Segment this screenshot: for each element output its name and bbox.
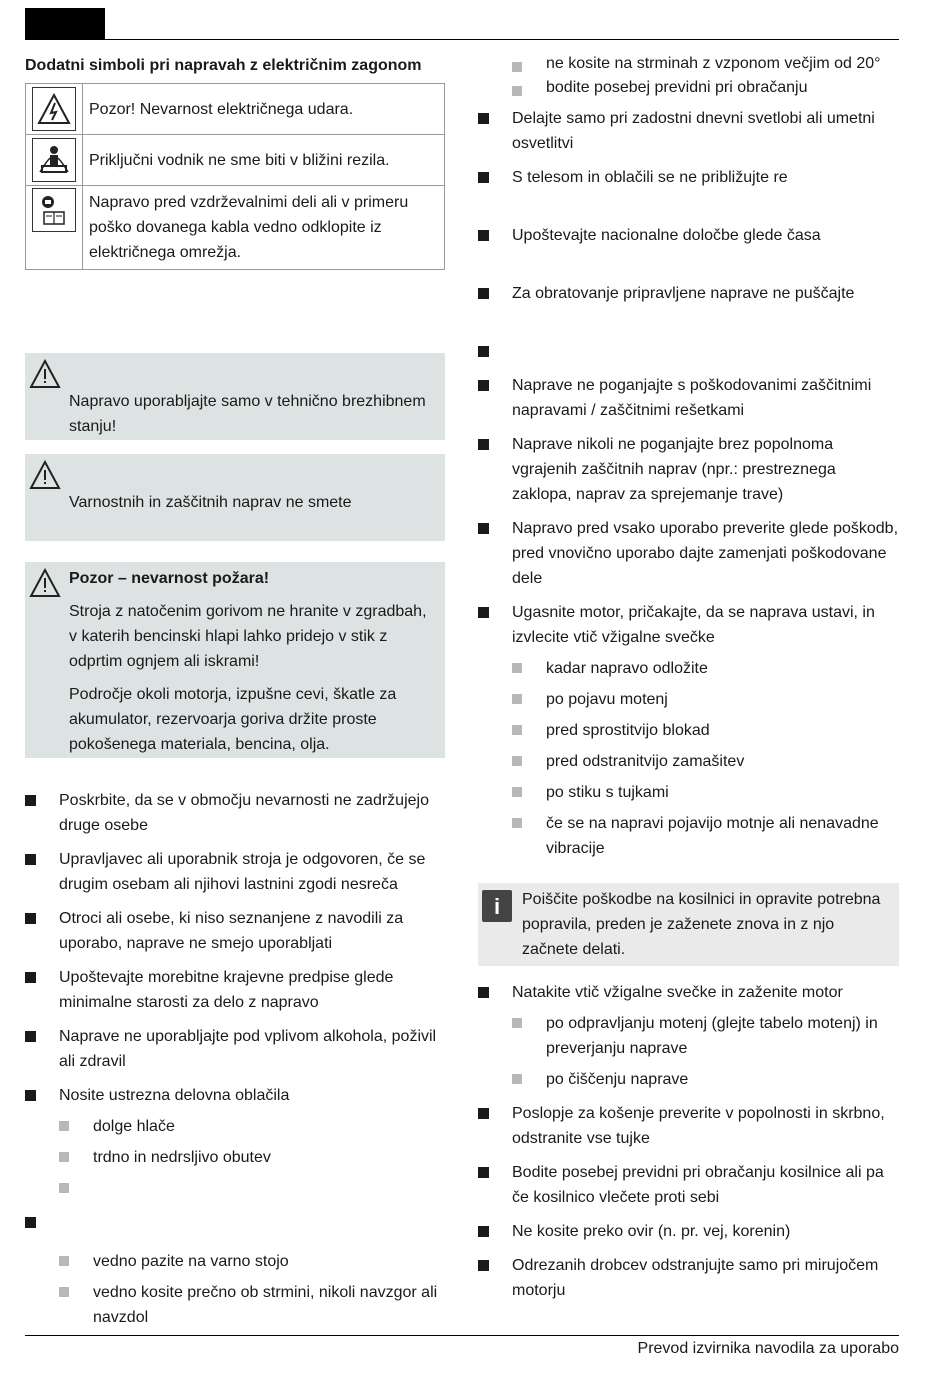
- sub-list: [59, 1249, 445, 1330]
- list-item: Delajte samo pri zadostni dnevni svetlobi ali umetni osvetlitvi: [478, 106, 899, 156]
- symbol-text: Pozor! Nevarnost električnega udara.: [83, 84, 445, 135]
- sub-list-item: vedno kosite prečno ob strmini, nikoli navzgor ali navzdol: [59, 1280, 445, 1330]
- sub-list-item: [59, 1176, 445, 1201]
- cable-blade-warning-icon: [32, 138, 76, 182]
- list-item: Bodite posebej previdni pri obračanju kosilnice ali pa če kosilnico vlečete proti sebi: [478, 1160, 899, 1210]
- sub-list-item: po pojavu motenj: [512, 687, 899, 712]
- list-item: Za obratovanje pripravljene naprave ne puščajte: [478, 281, 899, 306]
- right-bullet-list: [478, 106, 899, 861]
- list-item: Napravo pred vsako uporabo preverite glede poškodb, pred vnovično uporabo dajte zamenjati poškodovane dele: [478, 516, 899, 591]
- top-rule: [25, 39, 899, 40]
- symbols-title: Dodatni simboli pri napravah z električnim zagonom: [25, 57, 422, 74]
- left-column: [25, 55, 445, 1339]
- symbol-row: [26, 186, 445, 270]
- list-item: Naprave ne poganjajte s poškodovanimi zaščitnimi napravami / zaščitnimi rešetkami: [478, 373, 899, 423]
- list-item: [478, 600, 899, 861]
- fire-warning-box: [25, 562, 445, 758]
- sub-list-item: ne kosite na strminah z vzponom večjim od 20°: [512, 55, 899, 73]
- warning-triangle-icon: [29, 359, 61, 389]
- electric-shock-warning-icon: [32, 87, 76, 131]
- left-bullet-list: [25, 788, 445, 1330]
- right-column: [478, 55, 899, 1312]
- sub-list: [512, 55, 899, 97]
- warning-text: Stroja z natočenim gorivom ne hranite v zgradbah, v katerih bencinski hlapi lahko pridejo v stik z odprtim ognjem ali iskrami!: [69, 603, 427, 670]
- warning-triangle-icon: [29, 460, 61, 490]
- sub-list-item: če se na napravi pojavijo motnje ali nenavadne vibracije: [512, 811, 899, 861]
- list-item: Naprave nikoli ne poganjajte brez popolnoma vgrajenih zaščitnih naprav (npr.: prestreznega zaklopa, naprav za sprejemanje trave): [478, 432, 899, 507]
- warning-heading: Pozor – nevarnost požara!: [69, 570, 270, 587]
- list-item: Otroci ali osebe, ki niso seznanjene z navodili za uporabo, naprave ne smejo uporabljati: [25, 906, 445, 956]
- list-item: Upravljavec ali uporabnik stroja je odgovoren, če se drugim osebam ali njihovi lastnini zgodi nesreča: [25, 847, 445, 897]
- symbol-row: [26, 135, 445, 186]
- header-tab-block: [25, 8, 105, 40]
- sub-list: [512, 1011, 899, 1092]
- unplug-before-maintenance-icon: [32, 188, 76, 232]
- list-item-text: Ugasnite motor, pričakajte, da se naprava ustavi, in izvlecite vtič vžigalne svečke: [512, 604, 875, 646]
- info-box: [478, 883, 899, 966]
- sub-list: [512, 656, 899, 861]
- right-bullet-list-2: [478, 980, 899, 1303]
- symbol-text: Napravo pred vzdrževalnimi deli ali v primeru poško dovanega kabla vedno odklopite iz električnega omrežja.: [83, 186, 445, 270]
- list-item: Odrezanih drobcev odstranjujte samo pri mirujočem motorju: [478, 1253, 899, 1303]
- list-item: Poslopje za košenje preverite v popolnosti in skrbno, odstranite vse tujke: [478, 1101, 899, 1151]
- list-item: Upoštevajte nacionalne določbe glede časa: [478, 223, 899, 248]
- info-icon: i: [482, 890, 512, 922]
- list-item: Upoštevajte morebitne krajevne predpise glede minimalne starosti za delo z napravo: [25, 965, 445, 1015]
- sub-list-item: bodite posebej previdni pri obračanju: [512, 79, 899, 97]
- warning-text: Področje okoli motorja, izpušne cevi, škatle za akumulator, rezervoarja goriva držite proste pokošenega materiala, bencina, olja.: [69, 686, 397, 753]
- list-item: [25, 1083, 445, 1201]
- sub-list-item: pred odstranitvijo zamašitev: [512, 749, 899, 774]
- symbols-table: [25, 83, 445, 270]
- sub-list-item: po odpravljanju motenj (glejte tabelo motenj) in preverjanju naprave: [512, 1011, 899, 1061]
- list-item-text: Natakite vtič vžigalne svečke in zaženite motor: [512, 984, 843, 1001]
- warning-triangle-icon: [29, 568, 61, 598]
- symbol-row: [26, 84, 445, 135]
- warning-box: [25, 454, 445, 541]
- list-item: [478, 980, 899, 1092]
- list-item: [25, 1210, 445, 1330]
- list-item: [478, 339, 899, 364]
- sub-list-item: po čiščenju naprave: [512, 1067, 899, 1092]
- warning-box: [25, 353, 445, 440]
- sub-list-item: vedno pazite na varno stojo: [59, 1249, 445, 1274]
- sub-list-item: pred sprostitvijo blokad: [512, 718, 899, 743]
- list-item: Ne kosite preko ovir (n. pr. vej, korenin): [478, 1219, 899, 1244]
- list-item: Naprave ne uporabljajte pod vplivom alkohola, poživil ali zdravil: [25, 1024, 445, 1074]
- symbol-text: Priključni vodnik ne sme biti v bližini rezila.: [83, 135, 445, 186]
- list-item: Poskrbite, da se v območju nevarnosti ne zadržujejo druge osebe: [25, 788, 445, 838]
- info-text: Poiščite poškodbe na kosilnici in opravite potrebna popravila, preden je zaženete znova in z njo začnete delati.: [522, 891, 881, 958]
- sub-list: [59, 1114, 445, 1201]
- warning-text: Varnostnih in zaščitnih naprav ne smete: [69, 494, 352, 511]
- warning-text: Napravo uporabljajte samo v tehnično brezhibnem stanju!: [69, 393, 426, 435]
- sub-list-item: po stiku s tujkami: [512, 780, 899, 805]
- sub-list-item: trdno in nedrsljivo obutev: [59, 1145, 445, 1170]
- bottom-rule: [25, 1335, 899, 1336]
- sub-list-item: kadar napravo odložite: [512, 656, 899, 681]
- sub-list-item: dolge hlače: [59, 1114, 445, 1139]
- list-item-text: Nosite ustrezna delovna oblačila: [59, 1087, 290, 1104]
- page-footer: Prevod izvirnika navodila za uporabo: [637, 1340, 899, 1357]
- list-item: S telesom in oblačili se ne približujte re: [478, 165, 899, 190]
